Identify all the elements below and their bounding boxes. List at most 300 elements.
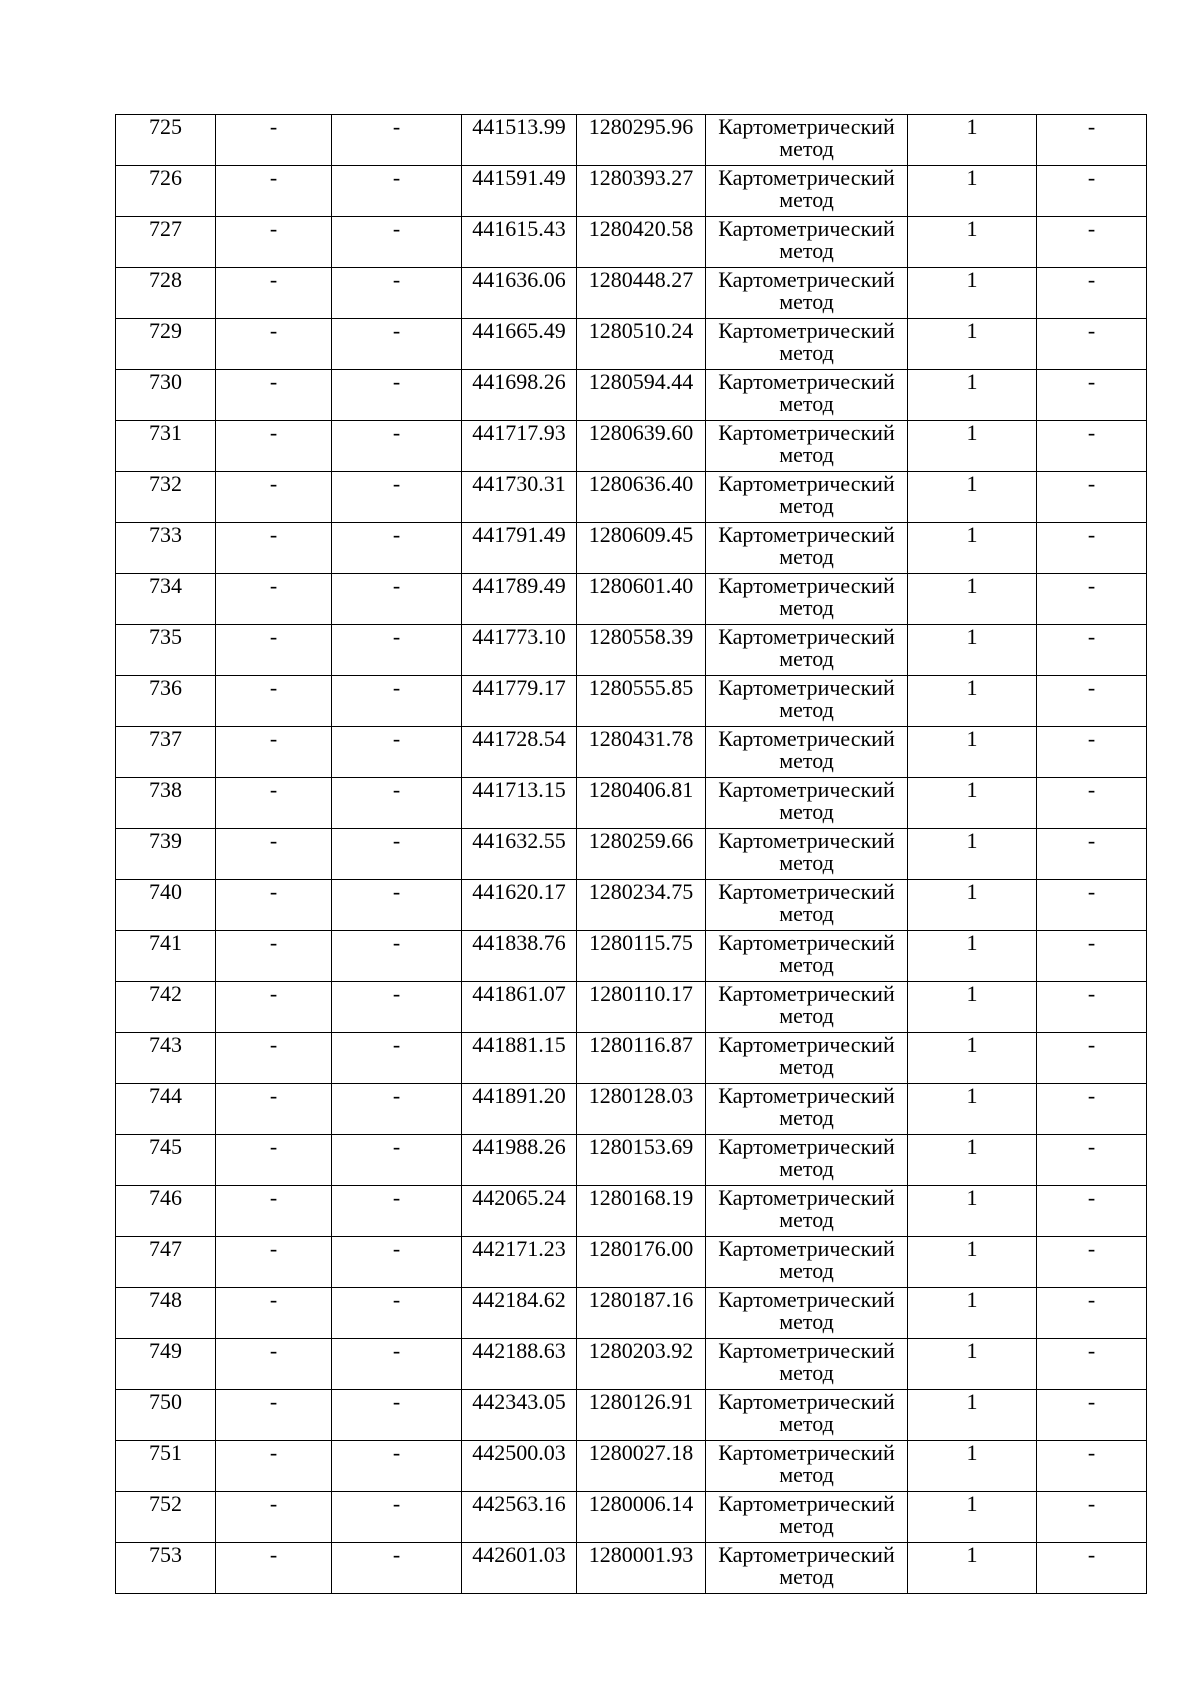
accuracy-cell: 1 (908, 1390, 1037, 1441)
x-coordinate-cell: 442171.23 (462, 1237, 577, 1288)
x-coordinate-cell: 441779.17 (462, 676, 577, 727)
x-coordinate-cell: 442343.05 (462, 1390, 577, 1441)
method-cell (706, 574, 908, 625)
point-number-cell: 751 (116, 1441, 216, 1492)
accuracy-cell: 1 (908, 319, 1037, 370)
dash-cell: - (332, 370, 462, 421)
x-coordinate-cell: 441717.93 (462, 421, 577, 472)
point-number-cell: 735 (116, 625, 216, 676)
x-coordinate-cell: 441861.07 (462, 982, 577, 1033)
dash-cell: - (332, 625, 462, 676)
y-coordinate-cell: 1280594.44 (577, 370, 706, 421)
dash-cell: - (1037, 829, 1147, 880)
method-label-line1: Картометрический (718, 1185, 895, 1210)
point-number-cell: 747 (116, 1237, 216, 1288)
method-cell (706, 115, 908, 166)
y-coordinate-cell: 1280431.78 (577, 727, 706, 778)
accuracy-cell: 1 (908, 1288, 1037, 1339)
method-cell (706, 625, 908, 676)
dash-cell: - (1037, 625, 1147, 676)
x-coordinate-cell: 441773.10 (462, 625, 577, 676)
dash-cell: - (332, 1492, 462, 1543)
accuracy-cell: 1 (908, 1441, 1037, 1492)
dash-cell: - (332, 778, 462, 829)
accuracy-cell: 1 (908, 370, 1037, 421)
method-label-line1: Картометрический (718, 420, 895, 445)
table-row (116, 523, 1147, 574)
method-label-line1: Картометрический (718, 369, 895, 394)
y-coordinate-cell: 1280393.27 (577, 166, 706, 217)
y-coordinate-cell: 1280558.39 (577, 625, 706, 676)
point-number-cell: 750 (116, 1390, 216, 1441)
accuracy-cell: 1 (908, 472, 1037, 523)
accuracy-cell: 1 (908, 829, 1037, 880)
method-cell (706, 982, 908, 1033)
point-number-cell: 746 (116, 1186, 216, 1237)
dash-cell: - (332, 115, 462, 166)
method-label-line2: метод (779, 697, 834, 722)
method-cell (706, 931, 908, 982)
x-coordinate-cell: 441838.76 (462, 931, 577, 982)
dash-cell: - (216, 1186, 332, 1237)
dash-cell: - (1037, 1339, 1147, 1390)
dash-cell: - (332, 1339, 462, 1390)
point-number-cell: 726 (116, 166, 216, 217)
method-cell (706, 676, 908, 727)
coordinates-table (115, 114, 1147, 1594)
method-label-line2: метод (779, 1054, 834, 1079)
y-coordinate-cell: 1280259.66 (577, 829, 706, 880)
accuracy-cell: 1 (908, 931, 1037, 982)
dash-cell: - (332, 472, 462, 523)
table-row (116, 1237, 1147, 1288)
dash-cell: - (216, 625, 332, 676)
method-label-line2: метод (779, 391, 834, 416)
dash-cell: - (216, 982, 332, 1033)
method-label-line1: Картометрический (718, 318, 895, 343)
method-label-line2: метод (779, 136, 834, 161)
point-number-cell: 736 (116, 676, 216, 727)
table-row (116, 421, 1147, 472)
x-coordinate-cell: 441988.26 (462, 1135, 577, 1186)
accuracy-cell: 1 (908, 982, 1037, 1033)
x-coordinate-cell: 441891.20 (462, 1084, 577, 1135)
method-label-line2: метод (779, 1411, 834, 1436)
point-number-cell: 739 (116, 829, 216, 880)
method-cell (706, 880, 908, 931)
method-cell (706, 217, 908, 268)
method-label-line1: Картометрический (718, 777, 895, 802)
dash-cell: - (332, 1186, 462, 1237)
method-label-line1: Картометрический (718, 1287, 895, 1312)
table-row (116, 931, 1147, 982)
method-cell (706, 1390, 908, 1441)
dash-cell: - (1037, 1288, 1147, 1339)
dash-cell: - (216, 574, 332, 625)
dash-cell: - (1037, 778, 1147, 829)
dash-cell: - (1037, 1492, 1147, 1543)
y-coordinate-cell: 1280110.17 (577, 982, 706, 1033)
method-cell (706, 166, 908, 217)
dash-cell: - (216, 1084, 332, 1135)
method-cell (706, 1084, 908, 1135)
point-number-cell: 728 (116, 268, 216, 319)
y-coordinate-cell: 1280006.14 (577, 1492, 706, 1543)
x-coordinate-cell: 441620.17 (462, 880, 577, 931)
dash-cell: - (1037, 1543, 1147, 1594)
x-coordinate-cell: 441728.54 (462, 727, 577, 778)
table-row (116, 1492, 1147, 1543)
point-number-cell: 737 (116, 727, 216, 778)
point-number-cell: 741 (116, 931, 216, 982)
method-label-line2: метод (779, 1513, 834, 1538)
dash-cell: - (1037, 319, 1147, 370)
y-coordinate-cell: 1280153.69 (577, 1135, 706, 1186)
x-coordinate-cell: 441698.26 (462, 370, 577, 421)
method-label-line1: Картометрический (718, 1032, 895, 1057)
accuracy-cell: 1 (908, 523, 1037, 574)
method-label-line2: метод (779, 1156, 834, 1181)
method-label-line2: метод (779, 952, 834, 977)
table-row (116, 676, 1147, 727)
point-number-cell: 753 (116, 1543, 216, 1594)
table-body (116, 115, 1147, 1594)
table-row (116, 166, 1147, 217)
accuracy-cell: 1 (908, 676, 1037, 727)
y-coordinate-cell: 1280116.87 (577, 1033, 706, 1084)
accuracy-cell: 1 (908, 1339, 1037, 1390)
accuracy-cell: 1 (908, 1237, 1037, 1288)
dash-cell: - (216, 931, 332, 982)
dash-cell: - (216, 421, 332, 472)
x-coordinate-cell: 442065.24 (462, 1186, 577, 1237)
point-number-cell: 731 (116, 421, 216, 472)
method-label-line2: метод (779, 187, 834, 212)
accuracy-cell: 1 (908, 421, 1037, 472)
table-row (116, 319, 1147, 370)
method-label-line2: метод (779, 1309, 834, 1334)
point-number-cell: 734 (116, 574, 216, 625)
dash-cell: - (1037, 166, 1147, 217)
method-cell (706, 1543, 908, 1594)
y-coordinate-cell: 1280420.58 (577, 217, 706, 268)
dash-cell: - (332, 217, 462, 268)
method-cell (706, 829, 908, 880)
accuracy-cell: 1 (908, 1084, 1037, 1135)
dash-cell: - (216, 319, 332, 370)
method-label-line2: метод (779, 1462, 834, 1487)
y-coordinate-cell: 1280636.40 (577, 472, 706, 523)
point-number-cell: 742 (116, 982, 216, 1033)
dash-cell: - (332, 319, 462, 370)
method-label-line2: метод (779, 442, 834, 467)
method-cell (706, 319, 908, 370)
dash-cell: - (332, 1441, 462, 1492)
table-row (116, 1288, 1147, 1339)
dash-cell: - (1037, 1135, 1147, 1186)
accuracy-cell: 1 (908, 217, 1037, 268)
dash-cell: - (1037, 880, 1147, 931)
dash-cell: - (332, 1033, 462, 1084)
table-row (116, 574, 1147, 625)
method-label-line2: метод (779, 595, 834, 620)
method-label-line1: Картометрический (718, 1236, 895, 1261)
table-row (116, 625, 1147, 676)
y-coordinate-cell: 1280601.40 (577, 574, 706, 625)
table-row (116, 115, 1147, 166)
method-cell (706, 421, 908, 472)
method-label-line1: Картометрический (718, 1491, 895, 1516)
accuracy-cell: 1 (908, 625, 1037, 676)
y-coordinate-cell: 1280555.85 (577, 676, 706, 727)
method-cell (706, 1033, 908, 1084)
accuracy-cell: 1 (908, 1186, 1037, 1237)
method-cell (706, 1186, 908, 1237)
method-cell (706, 1135, 908, 1186)
dash-cell: - (216, 727, 332, 778)
point-number-cell: 740 (116, 880, 216, 931)
method-label-line2: метод (779, 1564, 834, 1589)
method-label-line2: метод (779, 850, 834, 875)
table-row (116, 217, 1147, 268)
method-label-line1: Картометрический (718, 1083, 895, 1108)
dash-cell: - (332, 880, 462, 931)
point-number-cell: 745 (116, 1135, 216, 1186)
dash-cell: - (216, 1543, 332, 1594)
table-row (116, 880, 1147, 931)
point-number-cell: 743 (116, 1033, 216, 1084)
method-label-line2: метод (779, 1258, 834, 1283)
method-label-line1: Картометрический (718, 522, 895, 547)
dash-cell: - (1037, 1084, 1147, 1135)
dash-cell: - (332, 1084, 462, 1135)
dash-cell: - (216, 1033, 332, 1084)
method-cell (706, 370, 908, 421)
y-coordinate-cell: 1280001.93 (577, 1543, 706, 1594)
x-coordinate-cell: 442563.16 (462, 1492, 577, 1543)
dash-cell: - (216, 268, 332, 319)
y-coordinate-cell: 1280295.96 (577, 115, 706, 166)
accuracy-cell: 1 (908, 268, 1037, 319)
dash-cell: - (332, 1543, 462, 1594)
x-coordinate-cell: 441730.31 (462, 472, 577, 523)
dash-cell: - (1037, 982, 1147, 1033)
dash-cell: - (216, 370, 332, 421)
y-coordinate-cell: 1280448.27 (577, 268, 706, 319)
dash-cell: - (216, 217, 332, 268)
x-coordinate-cell: 441615.43 (462, 217, 577, 268)
y-coordinate-cell: 1280510.24 (577, 319, 706, 370)
method-label-line1: Картометрический (718, 1389, 895, 1414)
dash-cell: - (1037, 574, 1147, 625)
method-label-line2: метод (779, 238, 834, 263)
dash-cell: - (332, 982, 462, 1033)
method-label-line2: метод (779, 901, 834, 926)
dash-cell: - (216, 1492, 332, 1543)
method-label-line2: метод (779, 1105, 834, 1130)
table-row (116, 727, 1147, 778)
x-coordinate-cell: 441632.55 (462, 829, 577, 880)
method-label-line1: Картометрический (718, 1440, 895, 1465)
point-number-cell: 744 (116, 1084, 216, 1135)
dash-cell: - (1037, 727, 1147, 778)
dash-cell: - (1037, 1033, 1147, 1084)
accuracy-cell: 1 (908, 880, 1037, 931)
method-label-line2: метод (779, 646, 834, 671)
table-row (116, 1441, 1147, 1492)
dash-cell: - (332, 1288, 462, 1339)
method-label-line2: метод (779, 493, 834, 518)
y-coordinate-cell: 1280176.00 (577, 1237, 706, 1288)
table-row (116, 1339, 1147, 1390)
x-coordinate-cell: 441713.15 (462, 778, 577, 829)
y-coordinate-cell: 1280115.75 (577, 931, 706, 982)
method-cell (706, 1237, 908, 1288)
dash-cell: - (332, 1135, 462, 1186)
y-coordinate-cell: 1280203.92 (577, 1339, 706, 1390)
dash-cell: - (1037, 1186, 1147, 1237)
method-label-line2: метод (779, 544, 834, 569)
dash-cell: - (332, 268, 462, 319)
dash-cell: - (332, 166, 462, 217)
dash-cell: - (1037, 523, 1147, 574)
method-label-line1: Картометрический (718, 1134, 895, 1159)
accuracy-cell: 1 (908, 1492, 1037, 1543)
x-coordinate-cell: 442184.62 (462, 1288, 577, 1339)
point-number-cell: 752 (116, 1492, 216, 1543)
dash-cell: - (332, 676, 462, 727)
dash-cell: - (1037, 676, 1147, 727)
dash-cell: - (1037, 1441, 1147, 1492)
x-coordinate-cell: 441636.06 (462, 268, 577, 319)
method-label-line1: Картометрический (718, 879, 895, 904)
dash-cell: - (332, 1237, 462, 1288)
accuracy-cell: 1 (908, 115, 1037, 166)
dash-cell: - (1037, 472, 1147, 523)
dash-cell: - (1037, 1390, 1147, 1441)
dash-cell: - (216, 1135, 332, 1186)
dash-cell: - (332, 727, 462, 778)
dash-cell: - (216, 166, 332, 217)
x-coordinate-cell: 442601.03 (462, 1543, 577, 1594)
x-coordinate-cell: 442500.03 (462, 1441, 577, 1492)
dash-cell: - (332, 931, 462, 982)
method-cell (706, 1492, 908, 1543)
dash-cell: - (1037, 370, 1147, 421)
table-row (116, 1084, 1147, 1135)
method-label-line1: Картометрический (718, 624, 895, 649)
table-row (116, 370, 1147, 421)
method-cell (706, 1339, 908, 1390)
dash-cell: - (216, 472, 332, 523)
table-row (116, 1186, 1147, 1237)
dash-cell: - (216, 676, 332, 727)
accuracy-cell: 1 (908, 778, 1037, 829)
y-coordinate-cell: 1280406.81 (577, 778, 706, 829)
y-coordinate-cell: 1280187.16 (577, 1288, 706, 1339)
method-label-line1: Картометрический (718, 114, 895, 139)
table-row (116, 778, 1147, 829)
point-number-cell: 729 (116, 319, 216, 370)
method-cell (706, 268, 908, 319)
point-number-cell: 749 (116, 1339, 216, 1390)
dash-cell: - (216, 115, 332, 166)
accuracy-cell: 1 (908, 1543, 1037, 1594)
method-label-line1: Картометрический (718, 165, 895, 190)
point-number-cell: 748 (116, 1288, 216, 1339)
table-row (116, 1543, 1147, 1594)
accuracy-cell: 1 (908, 727, 1037, 778)
method-cell (706, 727, 908, 778)
point-number-cell: 732 (116, 472, 216, 523)
method-cell (706, 472, 908, 523)
method-label-line1: Картометрический (718, 573, 895, 598)
method-label-line2: метод (779, 748, 834, 773)
y-coordinate-cell: 1280609.45 (577, 523, 706, 574)
x-coordinate-cell: 441665.49 (462, 319, 577, 370)
x-coordinate-cell: 442188.63 (462, 1339, 577, 1390)
x-coordinate-cell: 441881.15 (462, 1033, 577, 1084)
dash-cell: - (332, 421, 462, 472)
method-label-line1: Картометрический (718, 471, 895, 496)
method-label-line2: метод (779, 1360, 834, 1385)
point-number-cell: 733 (116, 523, 216, 574)
dash-cell: - (216, 1237, 332, 1288)
method-label-line2: метод (779, 799, 834, 824)
point-number-cell: 730 (116, 370, 216, 421)
method-label-line1: Картометрический (718, 981, 895, 1006)
y-coordinate-cell: 1280128.03 (577, 1084, 706, 1135)
table-row (116, 1135, 1147, 1186)
accuracy-cell: 1 (908, 1135, 1037, 1186)
method-label-line1: Картометрический (718, 1338, 895, 1363)
dash-cell: - (216, 1390, 332, 1441)
method-label-line2: метод (779, 1003, 834, 1028)
method-label-line1: Картометрический (718, 267, 895, 292)
point-number-cell: 738 (116, 778, 216, 829)
dash-cell: - (216, 1441, 332, 1492)
table-row (116, 472, 1147, 523)
dash-cell: - (216, 523, 332, 574)
table-row (116, 1033, 1147, 1084)
table-row (116, 268, 1147, 319)
y-coordinate-cell: 1280168.19 (577, 1186, 706, 1237)
method-cell (706, 1441, 908, 1492)
method-label-line1: Картометрический (718, 828, 895, 853)
table-row (116, 1390, 1147, 1441)
dash-cell: - (1037, 931, 1147, 982)
dash-cell: - (332, 523, 462, 574)
y-coordinate-cell: 1280126.91 (577, 1390, 706, 1441)
dash-cell: - (332, 574, 462, 625)
y-coordinate-cell: 1280027.18 (577, 1441, 706, 1492)
dash-cell: - (216, 880, 332, 931)
dash-cell: - (216, 1288, 332, 1339)
dash-cell: - (216, 1339, 332, 1390)
accuracy-cell: 1 (908, 574, 1037, 625)
method-label-line2: метод (779, 340, 834, 365)
method-cell (706, 1288, 908, 1339)
dash-cell: - (332, 1390, 462, 1441)
x-coordinate-cell: 441513.99 (462, 115, 577, 166)
x-coordinate-cell: 441791.49 (462, 523, 577, 574)
x-coordinate-cell: 441591.49 (462, 166, 577, 217)
dash-cell: - (1037, 217, 1147, 268)
point-number-cell: 727 (116, 217, 216, 268)
method-label-line1: Картометрический (718, 675, 895, 700)
dash-cell: - (1037, 268, 1147, 319)
table-row (116, 982, 1147, 1033)
